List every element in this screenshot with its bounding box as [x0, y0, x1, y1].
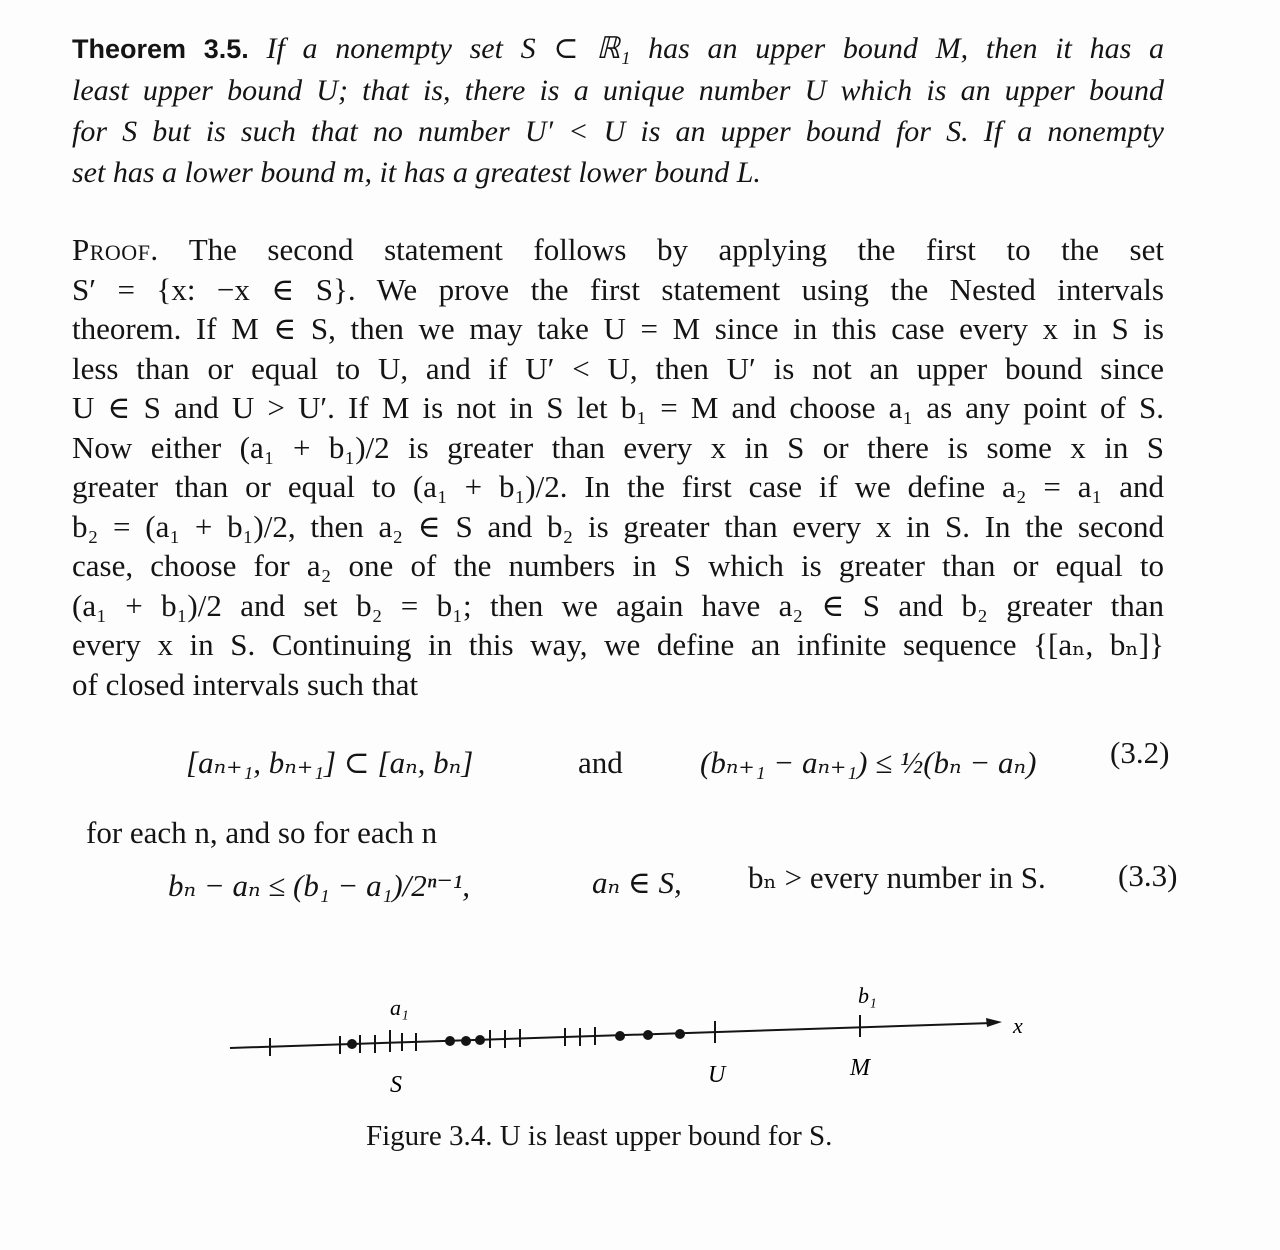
proof-line: theorem. If M ∈ S, then we may take U = M since in this case every x in S is — [72, 311, 1164, 346]
proof-line: S′ = {x: −x ∈ S}. We prove the first statement using the Nested intervals — [72, 271, 1164, 307]
proof-line: every x in S. Continuing in this way, we define an infinite sequence {[aₙ, bₙ]} — [72, 627, 1164, 662]
equation-3-3-part1: bₙ − aₙ ≤ (b₁ − a₁)/2ⁿ⁻¹, — [168, 868, 470, 903]
label-b1: b₁ — [858, 983, 877, 1008]
equation-3-3-part3: bₙ > every number in S. — [748, 860, 1046, 895]
equation-3-2-conj: and — [578, 745, 623, 780]
proof-line: less than or equal to U, and if U′ < U, then U′ is not an upper bound since — [72, 350, 1164, 386]
label-x: x — [1013, 1013, 1023, 1038]
proof — [72, 230, 1164, 704]
axis-line — [230, 1023, 992, 1048]
equation-3-3-number: (3.3) — [1118, 858, 1178, 893]
equation-3-2-number: (3.2) — [1110, 735, 1170, 770]
proof-line: case, choose for a₂ one of the numbers in S which is greater than or equal to — [72, 548, 1164, 583]
proof-line: (a₁ + b₁)/2 and set b₂ = b₁; then we again have a₂ ∈ S and b₂ greater than — [72, 587, 1164, 623]
label-U: U — [708, 1062, 726, 1088]
theorem-line: set has a lower bound m, it has a greatest lower bound L. — [72, 156, 761, 189]
label-a1: a₁ — [390, 995, 409, 1020]
theorem-line: least upper bound U; that is, there is a unique number U which is an upper bound — [72, 74, 1164, 107]
proof-line: greater than or equal to (a₁ + b₁)/2. In the first case if we define a₂ = a₁ and — [72, 469, 1164, 504]
equation-3-2-right: (bₙ₊₁ − aₙ₊₁) ≤ ½(bₙ − aₙ) — [700, 745, 1037, 780]
label-M: M — [850, 1055, 870, 1081]
label-S: S — [390, 1072, 402, 1098]
proof-label: Proof. — [72, 232, 159, 267]
proof-line: b₂ = (a₁ + b₁)/2, then a₂ ∈ S and b₂ is greater than every x in S. In the second — [72, 508, 1164, 544]
number-line-figure — [220, 975, 1040, 1105]
figure-caption: Figure 3.4. U is least upper bound for S. — [366, 1120, 833, 1152]
proof-line: of closed intervals such that — [72, 666, 419, 702]
theorem-line: If a nonempty set S ⊂ ℝ₁ has an upper bound M, then it has a — [266, 32, 1164, 65]
axis-arrow-icon — [986, 1018, 1002, 1027]
equation-3-3-part2: aₙ ∈ S, — [592, 865, 682, 900]
theorem-3-5 — [72, 28, 1164, 193]
equation-3-2-left: [aₙ₊₁, bₙ₊₁] ⊂ [aₙ, bₙ] — [186, 745, 474, 780]
theorem-line: for S but is such that no number U′ < U is an upper bound for S. If a nonempty — [72, 115, 1164, 148]
proof-line: U ∈ S and U > U′. If M is not in S let b₁ = M and choose a₁ as any point of S. — [72, 390, 1164, 425]
theorem-label: Theorem 3.5. — [72, 34, 249, 64]
between-text: for each n, and so for each n — [86, 815, 438, 850]
proof-line: The second statement follows by applying the first to the set — [188, 232, 1164, 267]
proof-line: Now either (a₁ + b₁)/2 is greater than every x in S or there is some x in S — [72, 429, 1164, 465]
